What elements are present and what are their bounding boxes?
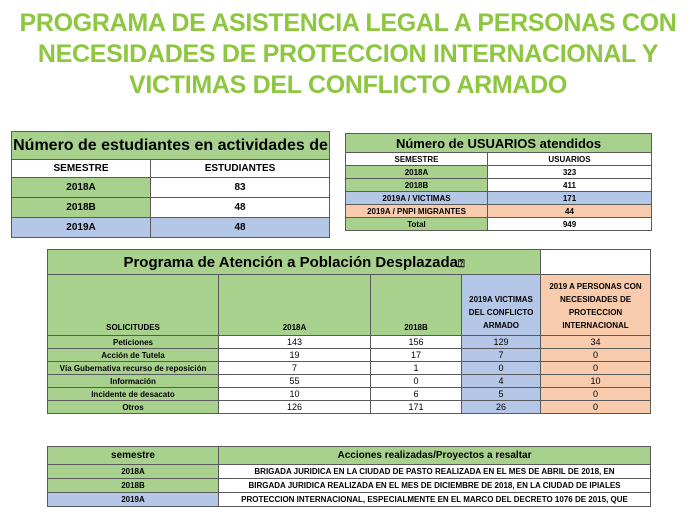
table-cell: 7	[462, 349, 541, 362]
table-cell: 10	[219, 388, 371, 401]
table-cell: 19	[219, 349, 371, 362]
table-row-label: Incidente de desacato	[48, 388, 219, 401]
table-cell: 129	[462, 336, 541, 349]
table-cell: 0	[541, 349, 651, 362]
title-line-3: VICTIMAS DEL CONFLICTO ARMADO	[128, 71, 568, 99]
estudiantes-col-estudiantes: ESTUDIANTES	[151, 160, 330, 178]
table-row-text: BIRGADA JURIDICA REALIZADA EN EL MES DE DICIEMBRE DE 2018, EN LA CIUDAD DE IPIALES	[219, 479, 651, 493]
table-cell: 156	[371, 336, 462, 349]
acciones-table	[47, 446, 651, 507]
table-cell: 143	[219, 336, 371, 349]
table-row-value: 44	[488, 205, 652, 218]
estudiantes-header: Número de estudiantes en actividades de	[12, 132, 330, 160]
table-cell: 4	[462, 375, 541, 388]
table-row-semestre: 2019A	[12, 218, 151, 238]
table-cell: 7	[219, 362, 371, 375]
table-cell: 0	[371, 375, 462, 388]
table-cell: 6	[371, 388, 462, 401]
table-row-semestre: 2018A	[12, 178, 151, 198]
estudiantes-table	[11, 131, 330, 238]
table-cell: 17	[371, 349, 462, 362]
table-row-text: BRIGADA JURIDICA EN LA CIUDAD DE PASTO REALIZADA EN EL MES DE ABRIL DE 2018, EN	[219, 465, 651, 479]
table-row-semestre: 2019A / PNPI MIGRANTES	[346, 205, 488, 218]
atencion-col-2019a-victimas: 2019A VICTIMAS DEL CONFLICTO ARMADO	[462, 275, 541, 336]
table-row-value: 171	[488, 192, 652, 205]
table-cell: 126	[219, 401, 371, 414]
title-line-2: NECESIDADES DE PROTECCION INTERNACIONAL Y	[37, 40, 659, 68]
missing-glyph-icon: ⍰	[457, 257, 465, 270]
usuarios-col-semestre: SEMESTRE	[346, 153, 488, 166]
estudiantes-col-semestre: SEMESTRE	[12, 160, 151, 178]
table-cell: 55	[219, 375, 371, 388]
atencion-header-blank	[541, 250, 651, 275]
table-row-value: 411	[488, 179, 652, 192]
atencion-col-solicitudes: SOLICITUDES	[48, 275, 219, 336]
table-row-text: PROTECCION INTERNACIONAL, ESPECIALMENTE EN EL MARCO DEL DECRETO 1076 DE 2015, QUE	[219, 493, 651, 507]
atencion-col-2019a-pnpi: 2019 A PERSONAS CON NECESIDADES DE PROTECCION INTERNACIONAL	[541, 275, 651, 336]
table-row-semestre: 2018A	[346, 166, 488, 179]
table-row-value: 83	[151, 178, 330, 198]
atencion-table	[47, 249, 651, 414]
table-cell: 0	[541, 362, 651, 375]
page-title	[0, 8, 696, 101]
table-row-total-value: 949	[488, 218, 652, 231]
table-row-semestre: 2018A	[48, 465, 219, 479]
table-cell: 5	[462, 388, 541, 401]
table-row-value: 48	[151, 198, 330, 218]
acciones-col-acciones: Acciones realizadas/Proyectos a resaltar	[219, 447, 651, 465]
table-row-semestre: 2019A	[48, 493, 219, 507]
table-row-value: 48	[151, 218, 330, 238]
table-cell: 171	[371, 401, 462, 414]
acciones-col-semestre: semestre	[48, 447, 219, 465]
atencion-header-text: Programa de Atención a Población Desplazada	[123, 253, 458, 271]
table-row-semestre: 2018B	[48, 479, 219, 493]
table-cell: 0	[541, 401, 651, 414]
table-row-semestre: 2018B	[346, 179, 488, 192]
table-cell: 1	[371, 362, 462, 375]
table-row-total-label: Total	[346, 218, 488, 231]
table-row-label: Peticiones	[48, 336, 219, 349]
usuarios-header: Número de USUARIOS atendidos	[346, 134, 652, 153]
title-line-1: PROGRAMA DE ASISTENCIA LEGAL A PERSONAS CON	[19, 9, 677, 37]
table-row-semestre: 2018B	[12, 198, 151, 218]
table-cell: 26	[462, 401, 541, 414]
table-cell: 10	[541, 375, 651, 388]
table-cell: 0	[462, 362, 541, 375]
atencion-col-2018b: 2018B	[371, 275, 462, 336]
table-cell: 34	[541, 336, 651, 349]
usuarios-table	[345, 133, 652, 231]
table-row-semestre: 2019A / VICTIMAS	[346, 192, 488, 205]
table-row-label: Vía Gubernativa recurso de reposición	[48, 362, 219, 375]
table-row-label: Acción de Tutela	[48, 349, 219, 362]
atencion-col-2018a: 2018A	[219, 275, 371, 336]
table-row-label: Otros	[48, 401, 219, 414]
table-row-label: Información	[48, 375, 219, 388]
table-cell: 0	[541, 388, 651, 401]
usuarios-col-usuarios: USUARIOS	[488, 153, 652, 166]
table-row-value: 323	[488, 166, 652, 179]
atencion-header	[48, 250, 541, 275]
